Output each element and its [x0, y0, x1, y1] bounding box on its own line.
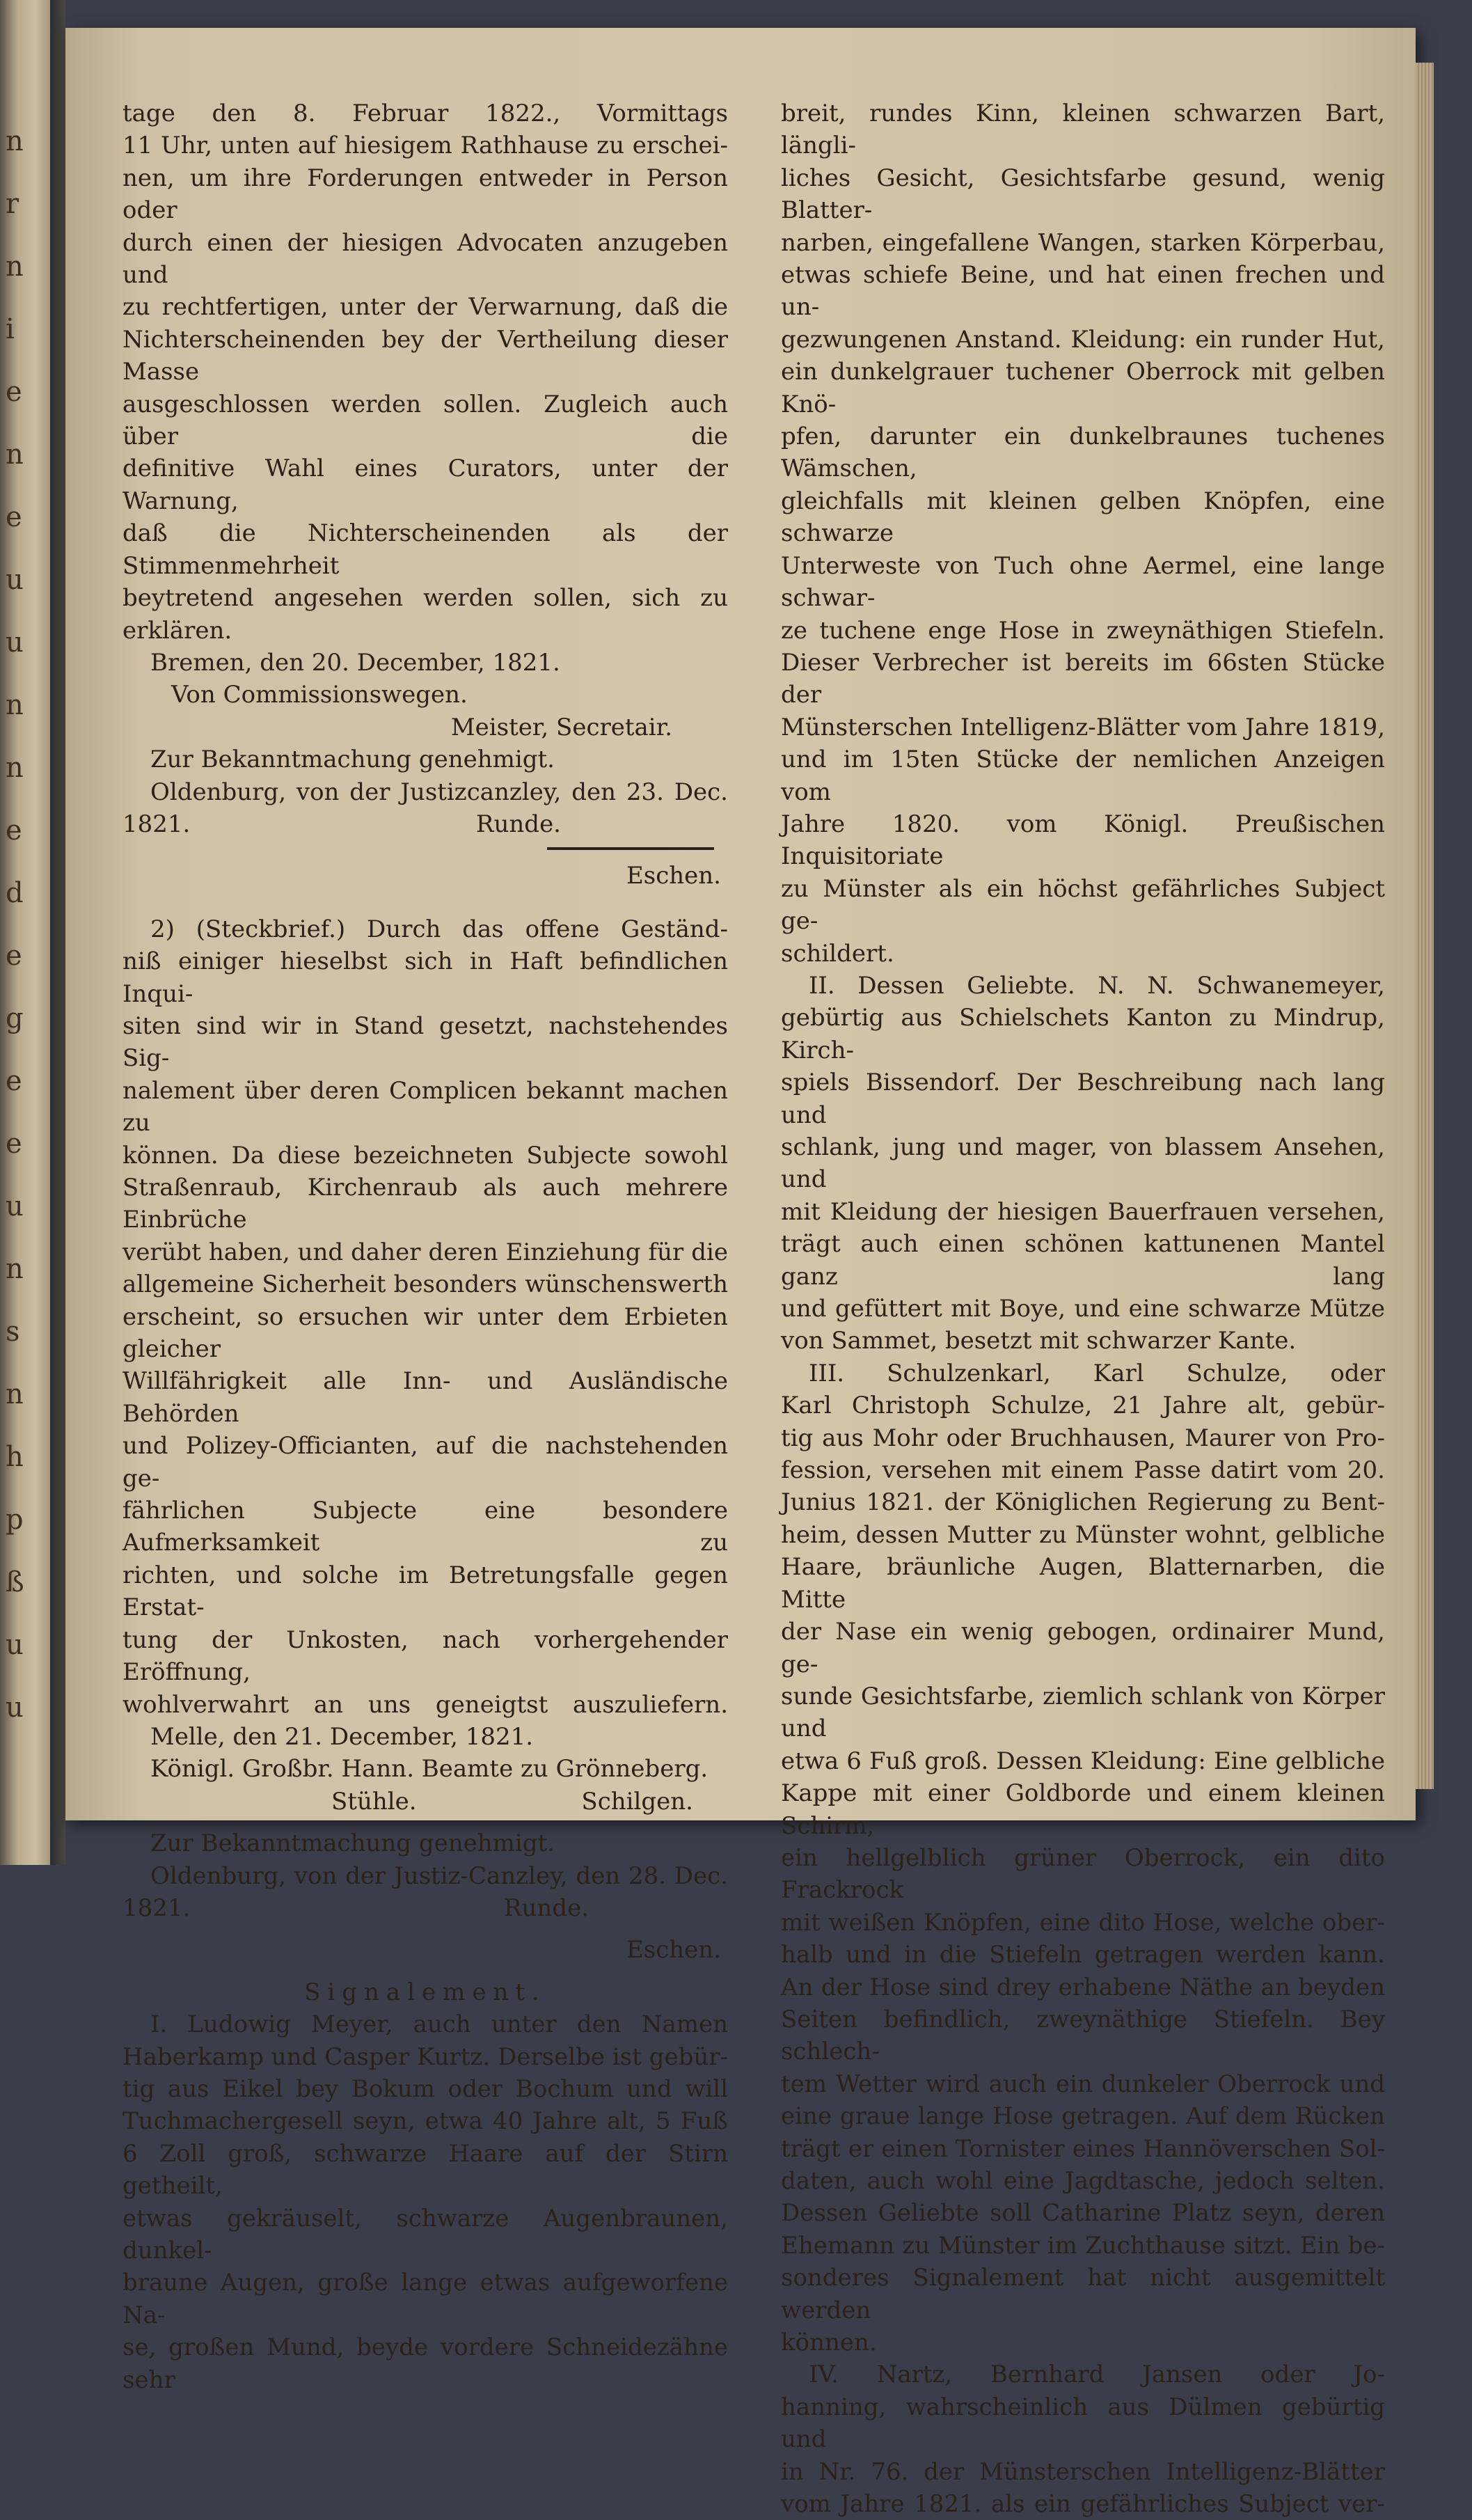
adjacent-page-fragment: u [6, 1692, 24, 1724]
text-line: I. Ludowig Meyer, auch unter den Namen [150, 2010, 728, 2039]
text-line: III. Schulzenkarl, Karl Schulze, oder [809, 1359, 1385, 1387]
text-line: Dieser Verbrecher ist bereits im 66sten Stücke der [781, 648, 1385, 709]
adjacent-page-fragment: e [6, 501, 22, 533]
adjacent-page-fragment: i [6, 313, 15, 345]
adjacent-page-fragment: ß [6, 1566, 24, 1598]
text-line: etwa 6 Fuß groß. Dessen Kleidung: Eine gelbliche [781, 1747, 1385, 1775]
adjacent-page-fragment: p [6, 1504, 24, 1536]
text-line: und Polizey-Officianten, auf die nachstehenden ge- [122, 1432, 728, 1493]
commission-line: Von Commissionswegen. [171, 681, 468, 709]
text-line: liches Gesicht, Gesichtsfarbe gesund, wenig Blatter- [781, 164, 1385, 225]
place-date-melle: Melle, den 21. December, 1821. [150, 1722, 534, 1751]
signature-eschen-2: Eschen. [626, 1936, 721, 1964]
text-line: nen, um ihre Forderungen entweder in Person oder [122, 164, 728, 225]
text-line: tage den 8. Februar 1822., Vormittags [122, 100, 728, 127]
signalement-nartz [781, 2358, 1385, 2520]
text-line: Seiten befindlich, zweynäthige Stiefeln. Bey schlech- [781, 2005, 1385, 2066]
text-line: niß einiger hieselbst sich in Haft befindlichen Inqui- [122, 947, 728, 1008]
text-line: können. Da diese bezeichneten Subjecte sowohl [122, 1141, 728, 1170]
text-line: narben, eingefallene Wangen, starken Körperbau, [781, 228, 1385, 257]
text-line: tig aus Mohr oder Bruchhausen, Maurer von Pro- [781, 1424, 1385, 1452]
signature-schilgen: Schilgen. [581, 1787, 693, 1816]
text-line: mit weißen Knöpfen, eine dito Hose, welche ober- [781, 1908, 1385, 1937]
text-line: ein hellgelblich grüner Oberrock, ein dito Frackrock [781, 1843, 1385, 1905]
text-line: pfen, darunter ein dunkelbraunes tuchenes Wämschen, [781, 423, 1385, 483]
text-line: fession, versehen mit einem Passe datirt vom 20. [781, 1456, 1385, 1485]
adjacent-page-fragment: e [6, 1128, 22, 1160]
page-edge [1416, 63, 1434, 1789]
adjacent-page-fragment: n [6, 125, 24, 157]
adjacent-page-fragment: u [6, 1629, 24, 1661]
approval-line-2: Zur Bekanntmachung genehmigt. [150, 1829, 555, 1858]
meyer-continuation [781, 97, 1385, 938]
signature-meister: Meister, Secretair. [450, 713, 672, 741]
text-line: Karl Christoph Schulze, 21 Jahre alt, gebür- [781, 1392, 1385, 1420]
text-line: zu Münster als ein höchst gefährliches Subject ge- [781, 874, 1385, 936]
text-line: hanning, wahrscheinlich aus Dülmen gebürtig und [781, 2393, 1385, 2454]
place-date-bremen: Bremen, den 20. December, 1821. [150, 648, 560, 677]
right-column [781, 97, 1385, 2520]
text-line: An der Hose sind drey erhabene Näthe an beyden [781, 1973, 1385, 2001]
text-line: heim, dessen Mutter zu Münster wohnt, gelbliche [781, 1520, 1385, 1549]
adjacent-page-fragment: d [6, 877, 24, 909]
text-line: Münsterschen Intelligenz-Blätter vom Jahre 1819, [781, 713, 1385, 741]
text-line: verübt haben, und daher deren Einziehung für die [122, 1238, 728, 1266]
text-line: ein dunkelgrauer tuchener Oberrock mit gelben Knö- [781, 358, 1385, 418]
text-line: tem Wetter wird auch ein dunkeler Oberrock und [781, 2070, 1385, 2098]
signalement-heading: Signalement. [304, 1978, 546, 2006]
text-line: richten, und solche im Betretungsfalle gegen Erstat- [122, 1561, 728, 1622]
text-line: der Nase ein wenig gebogen, ordinairer Mund, ge- [781, 1618, 1385, 1678]
authority-line: Königl. Großbr. Hann. Beamte zu Grönneberg. [150, 1755, 709, 1783]
text-line: Unterweste von Tuch ohne Aermel, eine lange schwar- [781, 551, 1385, 613]
schwanemeyer-end-line: von Sammet, besetzt mit schwarzer Kante. [781, 1327, 1297, 1355]
left-column [122, 97, 728, 2396]
text-line: Tuchmachergesell seyn, etwa 40 Jahre alt, 5 Fuß [122, 2107, 728, 2136]
adjacent-page-fragment: s [6, 1316, 20, 1348]
text-line: halb und in die Stiefeln getragen werden kann. [781, 1941, 1385, 1969]
text-line: zu rechtfertigen, unter der Verwarnung, daß die [122, 293, 728, 322]
adjacent-page-fragment: n [6, 752, 24, 784]
schulze-end-line: können. [781, 2329, 877, 2357]
text-line: siten sind wir in Stand gesetzt, nachstehendes Sig- [122, 1011, 728, 1073]
adjacent-page-fragment: n [6, 1253, 24, 1285]
text-line: Jahre 1820. vom Königl. Preußischen Inquisitoriate [781, 810, 1385, 871]
text-line: trägt er einen Tornister eines Hannöverschen Sol- [781, 2134, 1385, 2163]
adjacent-page-fragment: u [6, 1190, 24, 1222]
text-line: und im 15ten Stücke der nemlichen Anzeigen vom [781, 746, 1385, 806]
text-line: 11 Uhr, unten auf hiesigem Rathhause zu erschei- [122, 132, 728, 160]
text-line: breit, rundes Kinn, kleinen schwarzen Bart, längli- [781, 100, 1385, 160]
text-line: gezwungenen Anstand. Kleidung: ein runder Hut, [781, 325, 1385, 354]
adjacent-page-fragment: e [6, 1065, 22, 1097]
signature-runde: Runde. [475, 810, 561, 838]
text-line: Nichterscheinenden bey der Vertheilung dieser Masse [122, 325, 728, 386]
adjacent-page-fragment: e [6, 814, 22, 846]
book-gutter [50, 0, 65, 1865]
text-line: Junius 1821. der Königlichen Regierung zu Bent- [781, 1488, 1385, 1517]
adjacent-page-fragment: u [6, 627, 24, 659]
adjacent-page-fragment: n [6, 439, 24, 471]
text-line: schlank, jung und mager, von blassem Ansehen, und [781, 1133, 1385, 1194]
text-line: daß die Nichterscheinenden als der Stimmenmehrheit [122, 519, 728, 580]
text-line: ze tuchene enge Hose in zweynäthigen Stiefeln. [781, 616, 1385, 645]
oldenburg-line: Oldenburg, von der Justizcanzley, den 23. Dec. [150, 778, 728, 806]
text-line: definitive Wahl eines Curators, unter der Warnung, [122, 455, 728, 515]
text-line: tig aus Eikel bey Bokum oder Bochum und will [122, 2074, 728, 2103]
signature-stuehle: Stühle. [331, 1787, 417, 1816]
adjacent-page-fragment: h [6, 1441, 24, 1473]
adjacent-page-sliver [0, 0, 50, 1865]
text-line: sonderes Signalement hat nicht ausgemittelt werden [781, 2264, 1385, 2324]
text-line: etwas schiefe Beine, und hat einen frechen und un- [781, 261, 1385, 322]
text-line: Straßenraub, Kirchenraub als auch mehrere Einbrüche [122, 1174, 728, 1234]
text-line: durch einen der hiesigen Advocaten anzugeben und [122, 228, 728, 290]
text-line: Dessen Geliebte soll Catharine Platz seyn, deren [781, 2199, 1385, 2228]
adjacent-page-fragment: e [6, 940, 22, 972]
text-line: erscheint, so ersuchen wir unter dem Erbieten gleicher [122, 1302, 728, 1364]
signalement-meyer [122, 2008, 728, 2396]
adjacent-page-fragment: e [6, 376, 22, 408]
text-line: fährlichen Subjecte eine besondere Aufmerksamkeit zu [122, 1497, 728, 1557]
text-line: se, großen Mund, beyde vordere Schneidezähne sehr [122, 2333, 728, 2394]
adjacent-page-fragment: g [6, 1002, 24, 1034]
oldenburg-line-2: Oldenburg, von der Justiz-Canzley, den 28. Dec. [150, 1861, 728, 1890]
meyer-end-line: schildert. [781, 939, 894, 968]
adjacent-page-fragment: n [6, 689, 24, 721]
text-line: Haare, bräunliche Augen, Blatternarben, die Mitte [781, 1553, 1385, 1614]
text-line: nalement über deren Complicen bekannt machen zu [122, 1076, 728, 1137]
adjacent-page-fragment: n [6, 1378, 24, 1410]
text-line: mit Kleidung der hiesigen Bauerfrauen versehen, [781, 1197, 1385, 1226]
text-line: Kappe mit einer Goldborde und einem kleinen Schirm, [781, 1779, 1385, 1840]
text-line: etwas gekräuselt, schwarze Augenbraunen, dunkel- [122, 2204, 728, 2265]
text-line: daten, auch wohl eine Jagdtasche, jedoch selten. [781, 2167, 1385, 2195]
text-line: tung der Unkosten, nach vorhergehender Eröffnung, [122, 1625, 728, 1687]
text-line: wohlverwahrt an uns geneigtst auszuliefern. [122, 1690, 728, 1719]
adjacent-page-fragment: r [6, 188, 19, 220]
signalement-schwanemeyer [781, 970, 1385, 1325]
text-line: Ehemann zu Münster im Zuchthause sitzt. Ein be- [781, 2231, 1385, 2260]
text-line: 2) (Steckbrief.) Durch das offene Geständ- [150, 915, 728, 943]
text-line: II. Dessen Geliebte. N. N. Schwanemeyer, [809, 971, 1385, 1000]
text-line: gebürtig aus Schielschets Kanton zu Mindrup, Kirch- [781, 1004, 1385, 1064]
text-line: in Nr. 76. der Münsterschen Intelligenz-Blätter [781, 2457, 1385, 2486]
text-line: Willfährigkeit alle Inn- und Ausländische Behörden [122, 1367, 728, 1428]
text-line: eine graue lange Hose getragen. Auf dem Rücken [781, 2102, 1385, 2131]
text-line: Haberkamp und Casper Kurtz. Derselbe ist gebür- [122, 2042, 728, 2071]
separator-rule [547, 847, 714, 850]
signature-eschen: Eschen. [626, 862, 721, 890]
text-line: ausgeschlossen werden sollen. Zugleich auch über die [122, 390, 728, 451]
text-line: allgemeine Sicherheit besonders wünschenswerth [122, 1270, 728, 1299]
year-line-2: 1821. [122, 1893, 191, 1922]
text-line: vom Jahre 1821. als ein gefährliches Subject ver- [781, 2490, 1385, 2519]
text-line: braune Augen, große lange etwas aufgeworfene Na- [122, 2269, 728, 2329]
text-line: trägt auch einen schönen kattunenen Mantel ganz lang [781, 1230, 1385, 1291]
text-line: sunde Gesichtsfarbe, ziemlich schlank von Körper und [781, 1682, 1385, 1743]
text-line: gleichfalls mit kleinen gelben Knöpfen, eine schwarze [781, 487, 1385, 548]
adjacent-page-fragment: n [6, 251, 24, 283]
year-line: 1821. [122, 810, 191, 838]
text-line: IV. Nartz, Bernhard Jansen oder Jo- [809, 2361, 1385, 2389]
text-line: spiels Bissendorf. Der Beschreibung nach lang und [781, 1069, 1385, 1129]
notice-continuation [122, 97, 728, 647]
steckbrief-paragraph [122, 913, 728, 1721]
text-line: 6 Zoll groß, schwarze Haare auf der Stirn getheilt, [122, 2139, 728, 2200]
page [65, 28, 1416, 2519]
text-line: beytretend angesehen werden sollen, sich zu erklären. [122, 584, 728, 645]
signature-runde-2: Runde. [503, 1893, 589, 1922]
adjacent-page-fragment: u [6, 564, 24, 596]
text-line: und gefüttert mit Boye, und eine schwarze Mütze [781, 1295, 1385, 1323]
signalement-schulze [781, 1357, 1385, 2326]
approval-line: Zur Bekanntmachung genehmigt. [150, 746, 555, 774]
